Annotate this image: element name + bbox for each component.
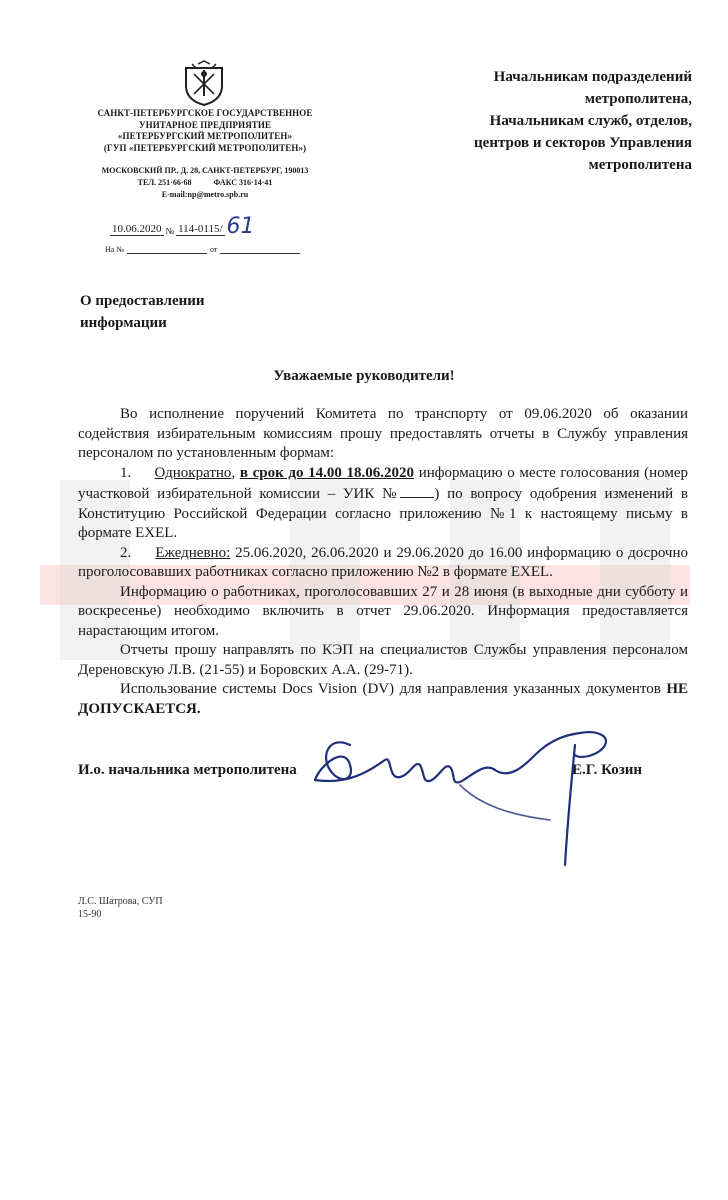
not-allowed-text: НЕ ДОПУСКАЕТСЯ. bbox=[78, 681, 689, 717]
organization-name bbox=[80, 108, 330, 154]
paragraph-docs-vision bbox=[78, 680, 688, 719]
executor-phone: 15-90 bbox=[78, 909, 102, 920]
org-line: САНКТ-ПЕТЕРБУРГСКОЕ ГОСУДАРСТВЕННОЕ bbox=[97, 108, 313, 118]
org-line: «ПЕТЕРБУРГСКИЙ МЕТРОПОЛИТЕН» bbox=[117, 131, 293, 141]
item1-number: 1. bbox=[120, 464, 132, 481]
phone-number: ТЕЛ. 251·66·68 bbox=[137, 178, 192, 187]
paragraph-early-voters: Информацию о работниках, проголосовавших 27 и 28 июня (в выходные дни субботу и воскресенье) необходимо включить в отчет 29.06.2020. Информация предоставляется нарастающим итогом. bbox=[78, 583, 688, 639]
registration-number: 114-0115/ bbox=[178, 223, 223, 235]
item1-lead: Однократно bbox=[154, 464, 232, 481]
item2-text: 25.06.2020, 26.06.2020 и 29.06.2020 до 16.00 информацию о досрочно проголосовавших работниках согласно приложению №2 в формате EXEL. bbox=[78, 544, 689, 580]
handwritten-signature-icon bbox=[310, 725, 630, 875]
subject-line: информации bbox=[80, 315, 167, 331]
org-line: УНИТАРНОЕ ПРЕДПРИЯТИЕ bbox=[138, 119, 272, 130]
addressee-block bbox=[400, 66, 692, 176]
handwritten-number: 61 bbox=[226, 214, 255, 239]
addressee-line: метрополитена, bbox=[584, 91, 692, 107]
item1-deadline: в срок до 14.00 18.06.2020 bbox=[239, 464, 415, 481]
addressee-line: Начальникам служб, отделов, bbox=[489, 113, 692, 129]
reference-from: от bbox=[209, 245, 218, 254]
reference-date-blank bbox=[220, 244, 300, 254]
addressee-line: Начальникам подразделений bbox=[493, 69, 692, 85]
letter-body bbox=[78, 405, 688, 719]
letter-date: 10.06.2020 bbox=[112, 223, 162, 235]
organization-contacts bbox=[80, 165, 330, 201]
executor-info bbox=[78, 895, 163, 921]
org-line: (ГУП «ПЕТЕРБУРГСКИЙ МЕТРОПОЛИТЕН») bbox=[103, 142, 307, 153]
reference-line bbox=[105, 244, 300, 254]
docs-vision-text: Использование системы Docs Vision (DV) для направления указанных документов bbox=[120, 681, 661, 697]
number-sign: № bbox=[165, 226, 175, 236]
uik-number-blank bbox=[400, 483, 434, 498]
executor-name: Л.С. Шатрова, СУП bbox=[78, 896, 163, 907]
letter-subject bbox=[80, 290, 340, 334]
postal-address: МОСКОВСКИЙ ПР., Д. 28, САНКТ-ПЕТЕРБУРГ, 190013 bbox=[101, 166, 309, 175]
addressee-line: метрополитена bbox=[588, 157, 692, 173]
reference-prefix: На № bbox=[105, 245, 124, 254]
coat-of-arms-icon bbox=[182, 60, 226, 106]
fax-number: ФАКС 316·14·41 bbox=[213, 178, 273, 187]
list-item-2 bbox=[78, 544, 688, 583]
signer-name: Е.Г. Козин bbox=[572, 762, 643, 778]
signer-title: И.о. начальника метрополитена bbox=[78, 762, 297, 778]
intro-paragraph: Во исполнение поручений Комитета по транспорту от 09.06.2020 об оказании содействия избирательным комиссиям прошу предоставлять отчеты в Службу управления персоналом по установленным формам: bbox=[78, 406, 688, 461]
item2-number: 2. bbox=[120, 544, 132, 561]
salutation: Уважаемые руководители! bbox=[273, 368, 455, 384]
subject-line: О предоставлении bbox=[80, 293, 205, 309]
item1-text-b: ) по вопросу одобрения изменений в Конституцию Российской Федерации согласно приложению №1 к настоящему письму в формате EXEL. bbox=[78, 486, 689, 541]
reference-number-blank bbox=[127, 244, 207, 254]
email-address: E-mail:np@metro.spb.ru bbox=[161, 190, 249, 199]
addressee-line: центров и секторов Управления bbox=[474, 135, 692, 151]
list-item-1: 1. Однократно, в срок до 14.00 18.06.2020 информацию о месте голосования (номер участковой избирательной комиссии – УИК № ) по вопросу одобрения изменений в Конституцию Российской Федерации согласно приложению №1 к настоящему письму в формате EXEL. bbox=[78, 464, 689, 541]
paragraph-contacts: Отчеты прошу направлять по КЭП на специалистов Службы управления персоналом Дереновскую Л.В. (21-55) и Боровских А.А. (29-71). bbox=[78, 642, 688, 678]
item2-lead: Ежедневно: bbox=[155, 544, 231, 561]
item1-text-a: информацию о месте голосования (номер участковой избирательной комиссии – УИК № bbox=[78, 464, 689, 502]
registration-line bbox=[110, 214, 255, 239]
